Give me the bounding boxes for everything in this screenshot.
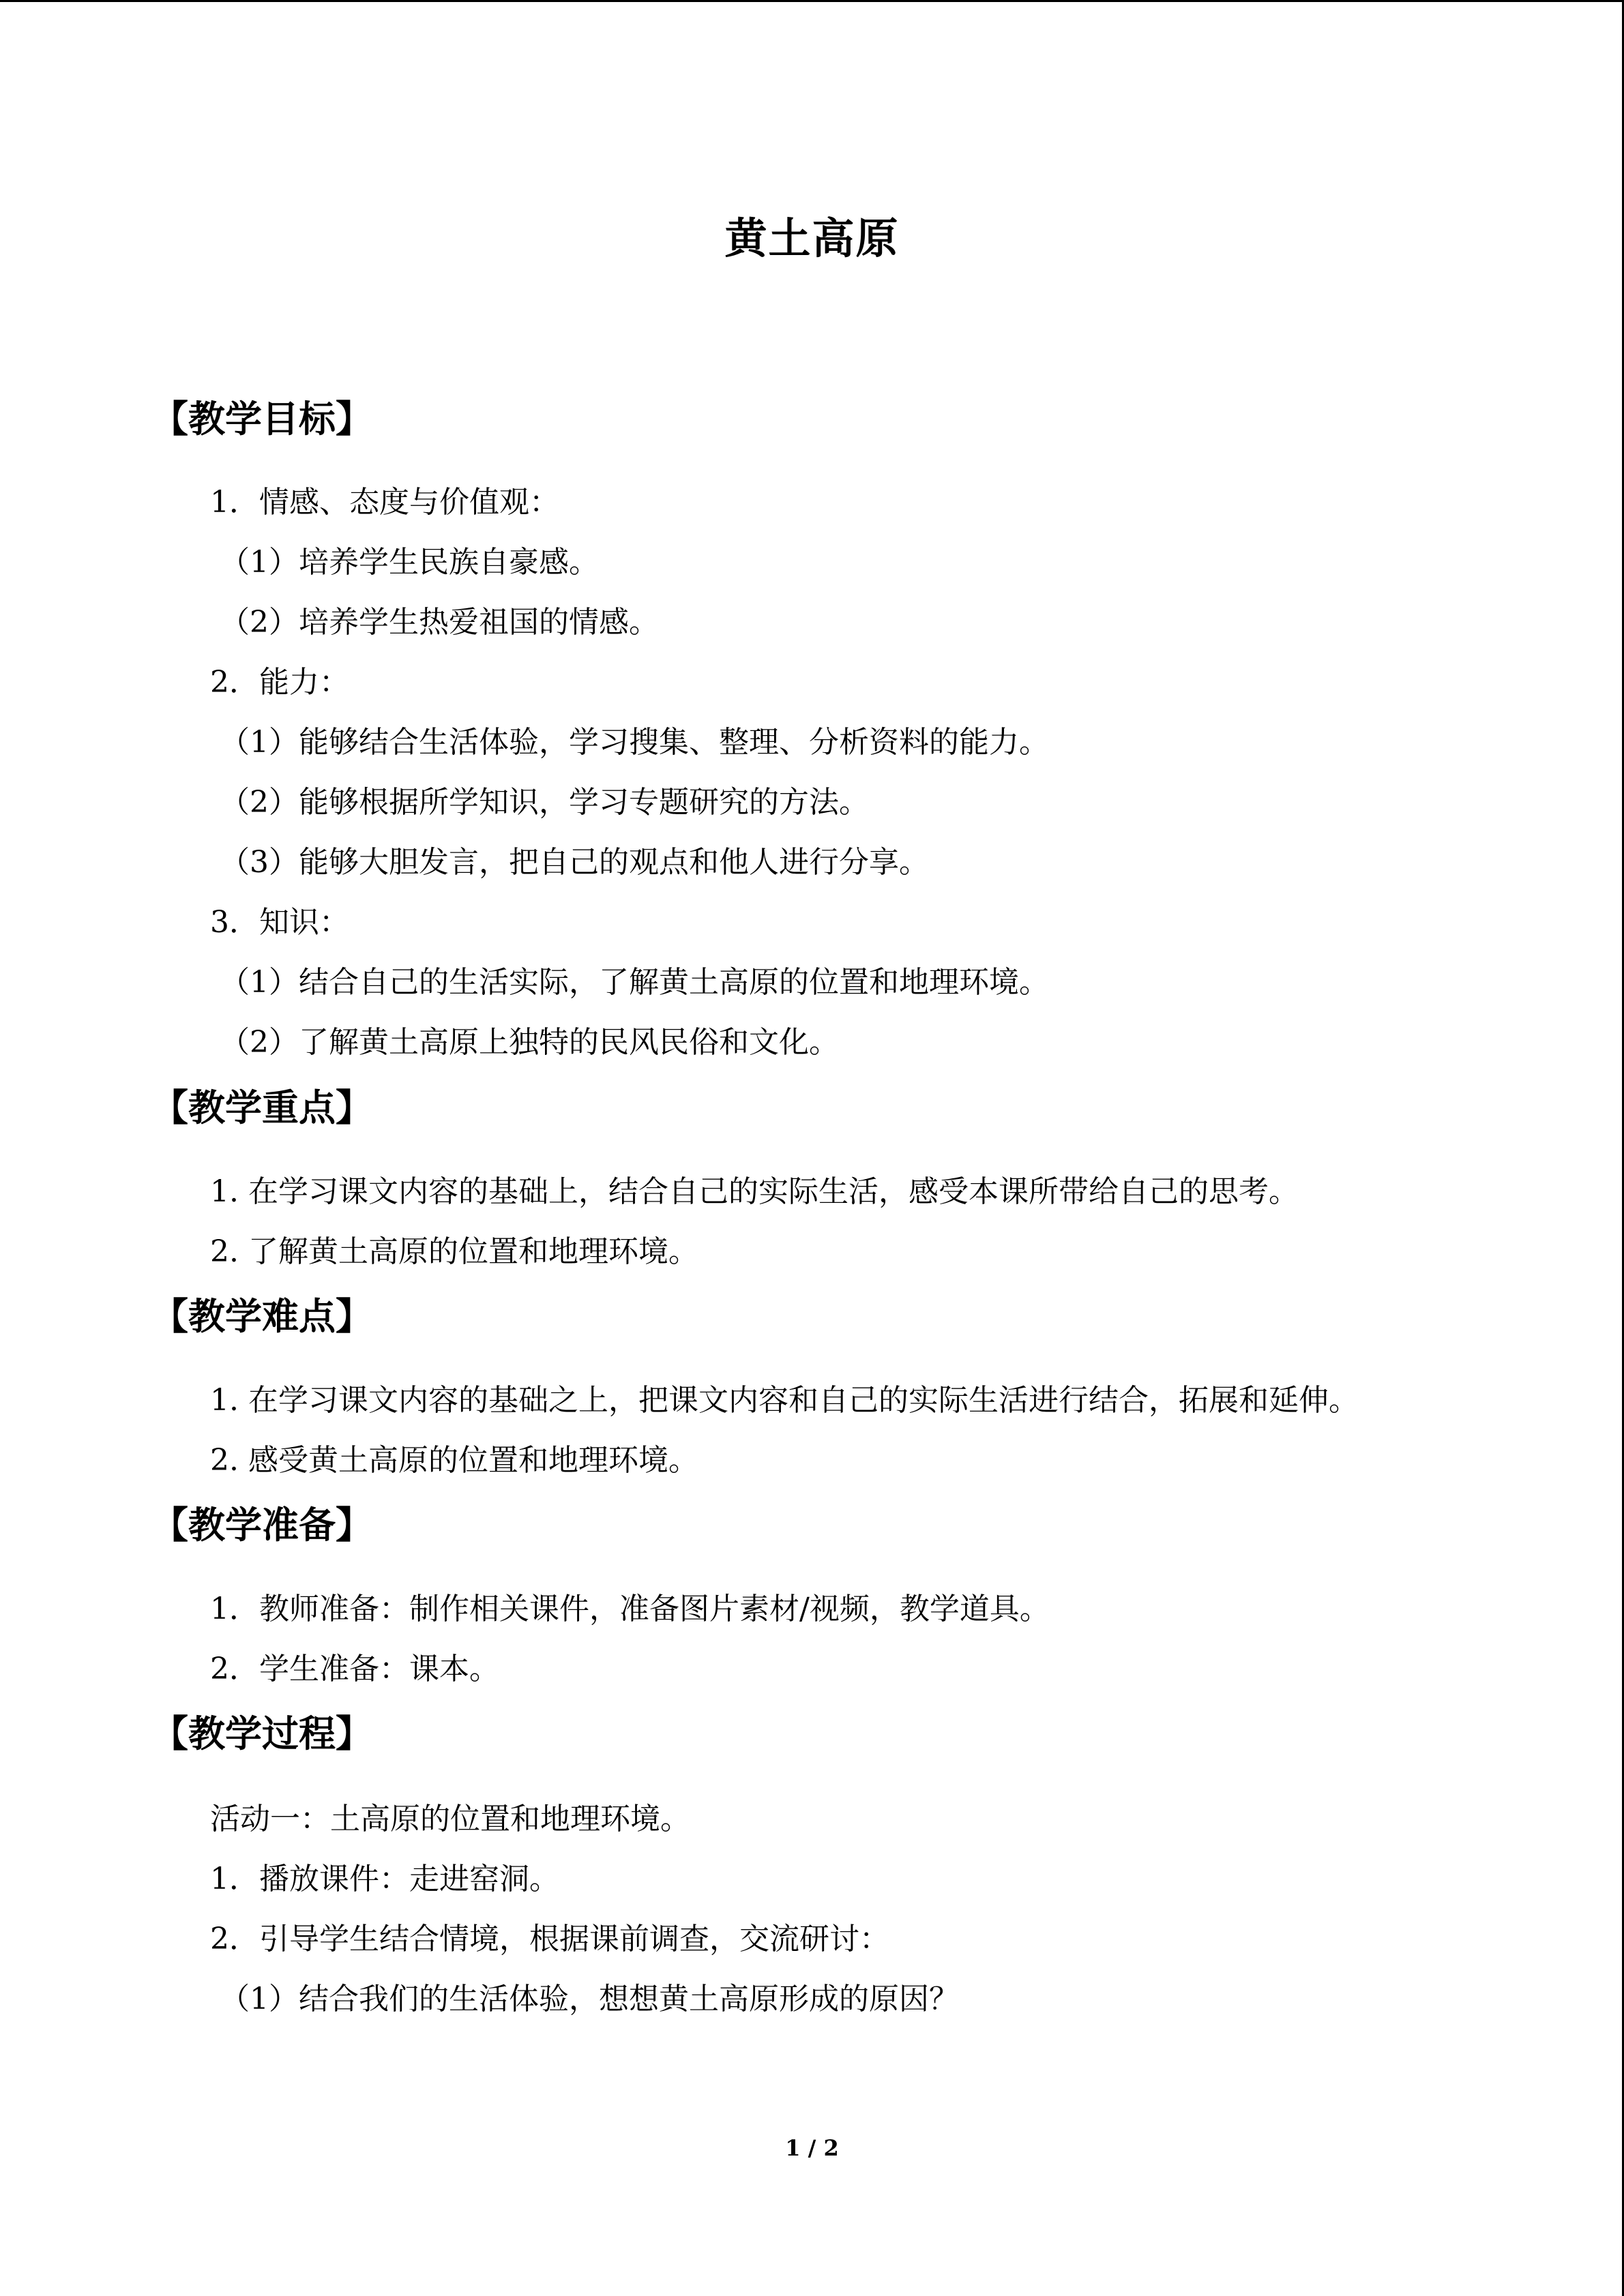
preparation-line: 1．教师准备：制作相关课件，准备图片素材/视频，教学道具。 xyxy=(210,1592,1050,1626)
preparation-line: 2．学生准备：课本。 xyxy=(210,1652,499,1686)
section-heading-objectives: 【教学目标】 xyxy=(151,398,372,441)
process-line: 2．引导学生结合情境，根据课前调查，交流研讨： xyxy=(210,1922,889,1956)
objective-line: （2）能够根据所学知识，学习专题研究的方法。 xyxy=(220,785,869,820)
key-point-line: 2. 了解黄土高原的位置和地理环境。 xyxy=(210,1234,698,1269)
process-line: （1）结合我们的生活体验，想想黄土高原形成的原因？ xyxy=(220,1982,959,2016)
process-line: 活动一：土高原的位置和地理环境。 xyxy=(210,1802,690,1836)
section-heading-difficulties: 【教学难点】 xyxy=(151,1295,372,1338)
objective-line: （2）了解黄土高原上独特的民风民俗和文化。 xyxy=(220,1025,839,1060)
section-heading-key-points: 【教学重点】 xyxy=(151,1086,372,1129)
objective-line: （2）培养学生热爱祖国的情感。 xyxy=(220,605,659,640)
difficulty-line: 2. 感受黄土高原的位置和地理环境。 xyxy=(210,1443,698,1478)
objective-line: （1）结合自己的生活实际，了解黄土高原的位置和地理环境。 xyxy=(220,965,1049,1000)
difficulty-line: 1. 在学习课文内容的基础之上，把课文内容和自己的实际生活进行结合，拓展和延伸。 xyxy=(210,1383,1359,1418)
key-point-line: 1. 在学习课文内容的基础上，结合自己的实际生活，感受本课所带给自己的思考。 xyxy=(210,1174,1299,1209)
objective-line: （1）培养学生民族自豪感。 xyxy=(220,545,599,580)
document-title: 黄土高原 xyxy=(724,213,900,263)
objective-line: （3）能够大胆发言，把自己的观点和他人进行分享。 xyxy=(220,845,929,880)
objective-line: 3．知识： xyxy=(210,905,349,940)
objective-line: （1）能够结合生活体验，学习搜集、整理、分析资料的能力。 xyxy=(220,725,1049,760)
section-heading-preparation: 【教学准备】 xyxy=(151,1504,372,1547)
page-number: 1 / 2 xyxy=(785,2135,839,2161)
objective-line: 2．能力： xyxy=(210,665,349,700)
objective-line: 1．情感、态度与价值观： xyxy=(210,485,559,520)
section-heading-process: 【教学过程】 xyxy=(151,1712,372,1755)
process-line: 1．播放课件：走进窑洞。 xyxy=(210,1862,559,1896)
